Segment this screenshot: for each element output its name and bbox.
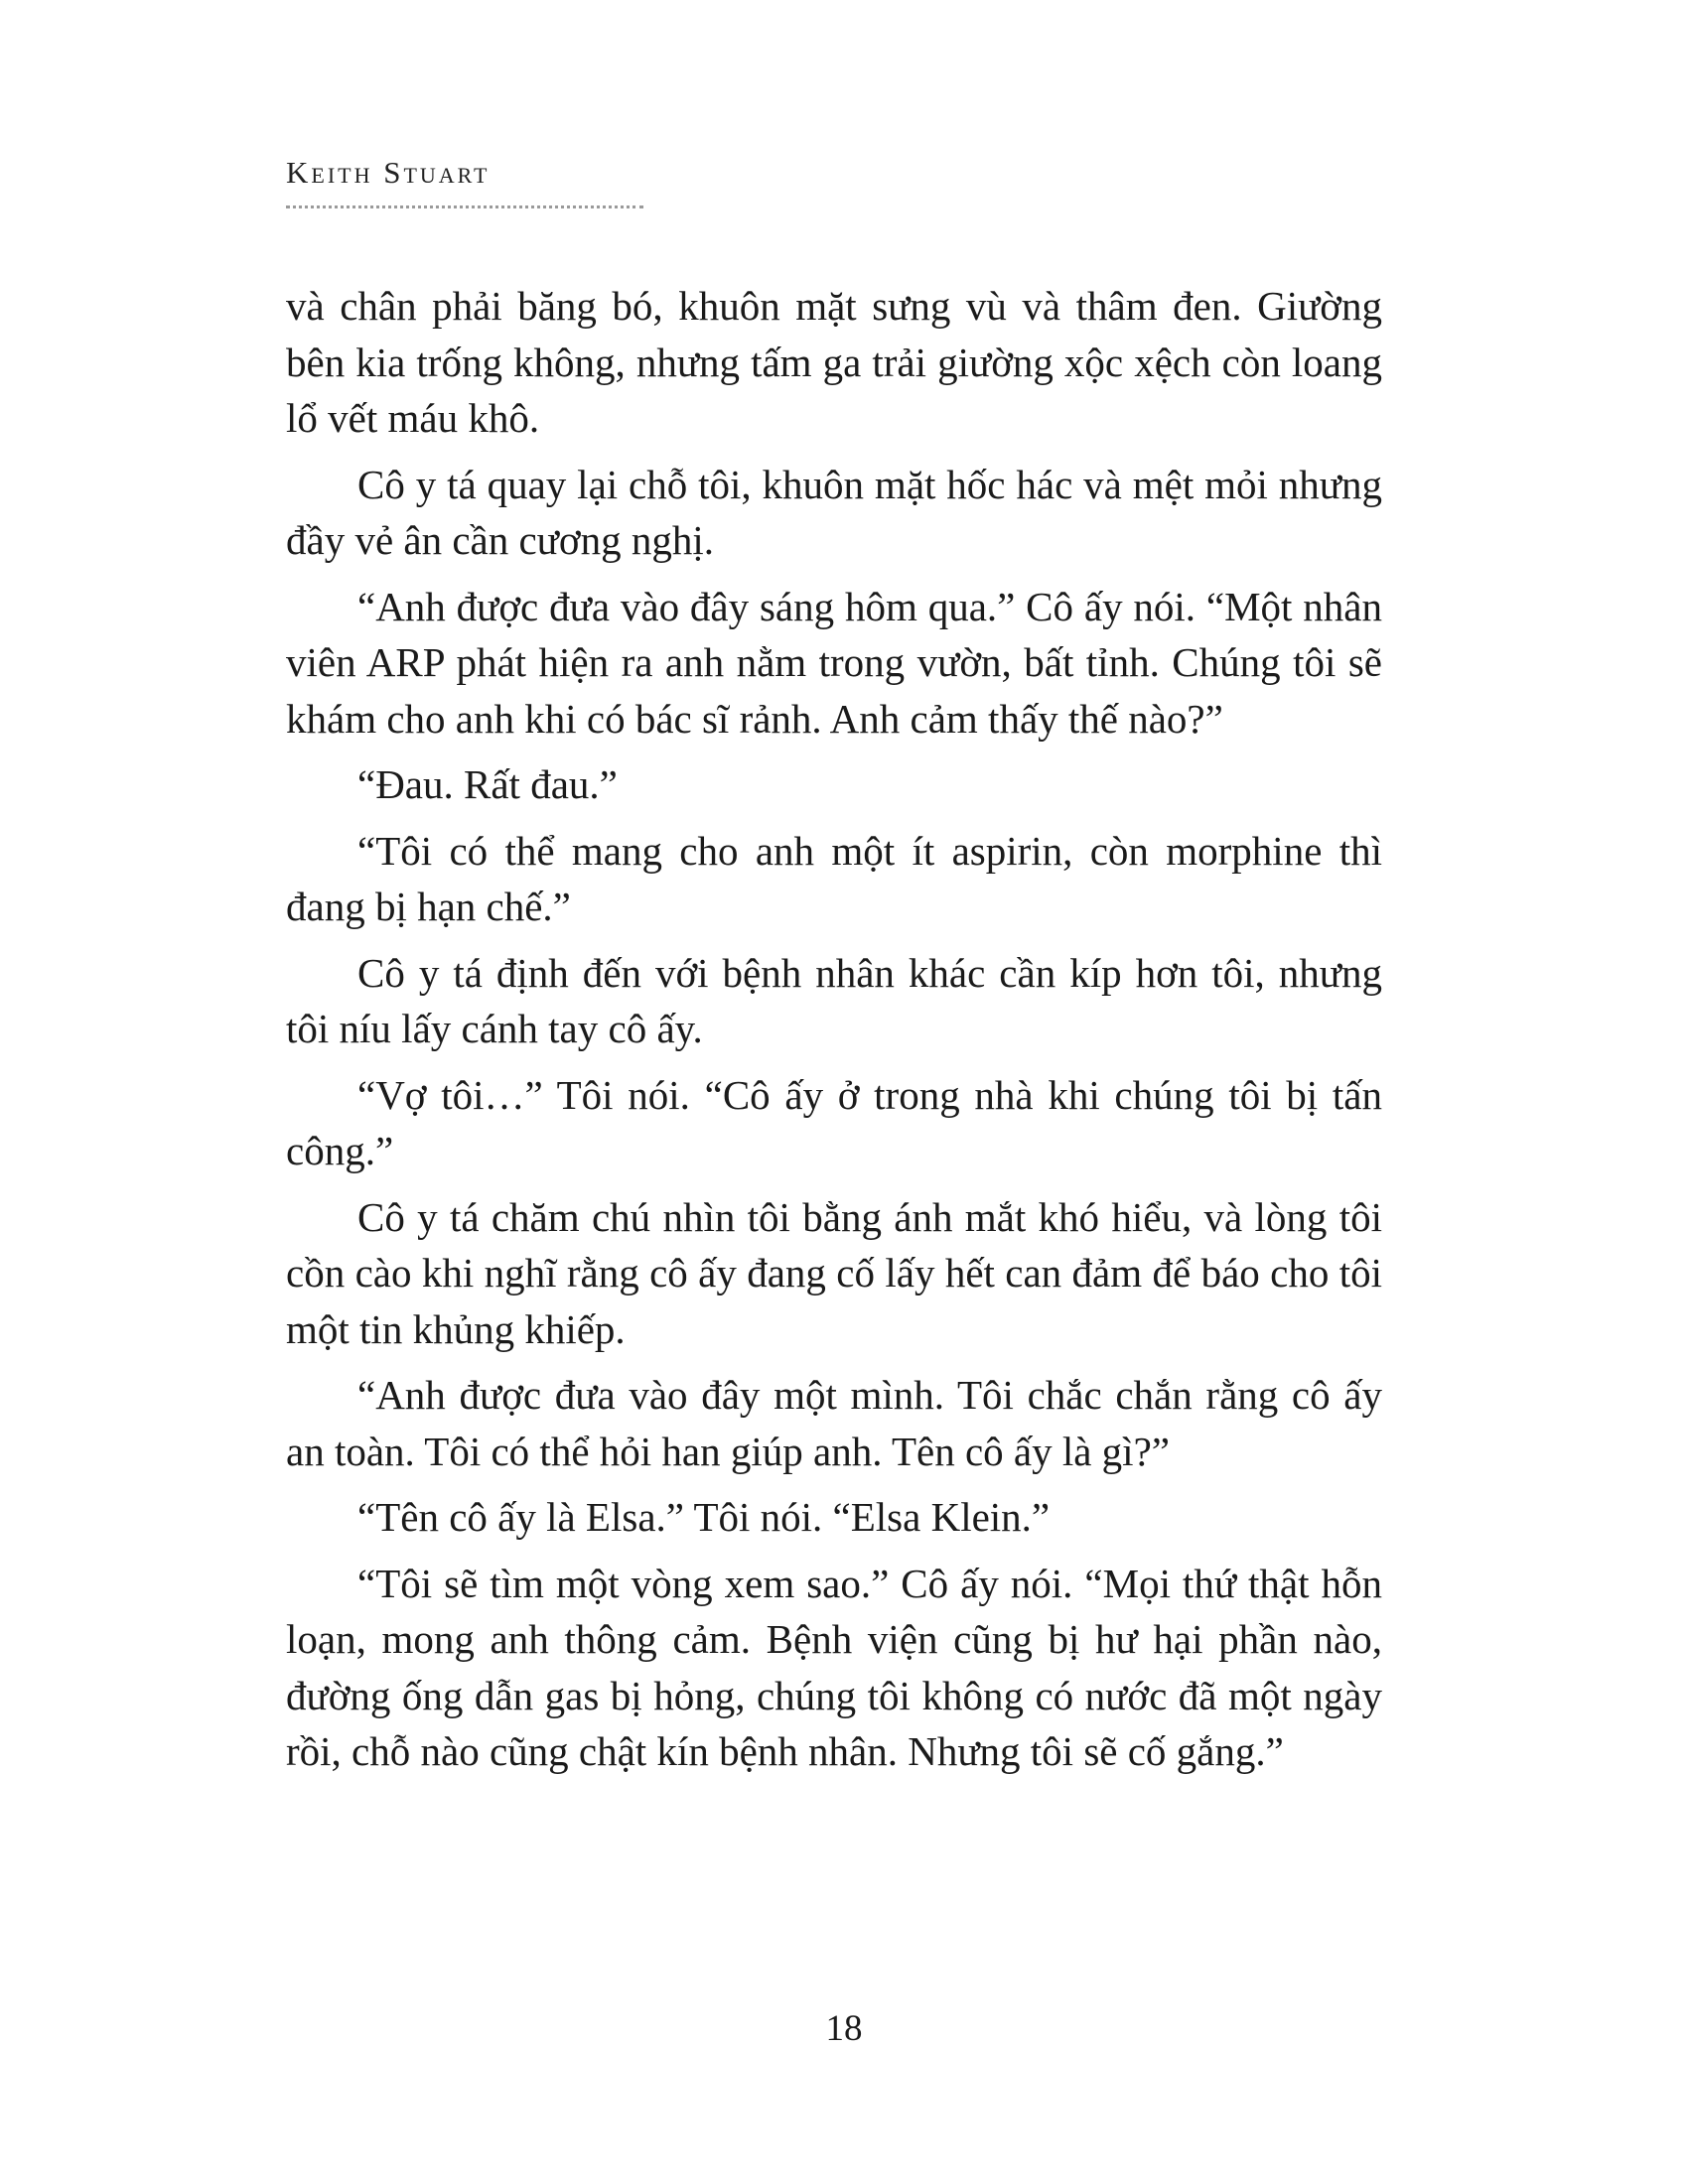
running-head	[286, 157, 643, 208]
paragraph-10: “Tên cô ấy là Elsa.” Tôi nói. “Elsa Klein.”	[357, 1494, 1051, 1540]
page-number: 18	[825, 2008, 863, 2049]
paragraph-7: “Vợ tôi…” Tôi nói. “Cô ấy ở trong nhà khi chúng tôi bị tấn công.”	[286, 1071, 1382, 1173]
paragraph-4: “Đau. Rất đau.”	[357, 761, 618, 807]
author-name: Keith Stuart	[286, 155, 491, 190]
paragraph-6: Cô y tá định đến với bệnh nhân khác cần kíp hơn tôi, nhưng tôi níu lấy cánh tay cô ấy.	[286, 949, 1382, 1051]
paragraph-3: “Anh được đưa vào đây sáng hôm qua.” Cô ấy nói. “Một nhân viên ARP phát hiện ra anh nằm trong vườn, bất tỉnh. Chúng tôi sẽ khám cho anh khi có bác sĩ rảnh. Anh cảm thấy thế nào?”	[286, 583, 1382, 742]
paragraph-1: và chân phải băng bó, khuôn mặt sưng vù và thâm đen. Giường bên kia trống không, nhưng tấm ga trải giường xộc xệch còn loang lổ vết máu khô.	[286, 283, 1382, 441]
dotted-rule	[286, 205, 643, 208]
paragraph-8: Cô y tá chăm chú nhìn tôi bằng ánh mắt khó hiểu, và lòng tôi cồn cào khi nghĩ rằng cô ấy đang cố lấy hết can đảm để báo cho tôi một tin khủng khiếp.	[286, 1193, 1382, 1352]
paragraph-9: “Anh được đưa vào đây một mình. Tôi chắc chắn rằng cô ấy an toàn. Tôi có thể hỏi han giúp anh. Tên cô ấy là gì?”	[286, 1372, 1382, 1474]
paragraph-5: “Tôi có thể mang cho anh một ít aspirin, còn morphine thì đang bị hạn chế.”	[286, 827, 1382, 929]
paragraph-11: “Tôi sẽ tìm một vòng xem sao.” Cô ấy nói. “Mọi thứ thật hỗn loạn, mong anh thông cảm. Bệnh viện cũng bị hư hại phần nào, đường ống dẫn gas bị hỏng, chúng tôi không có nước đã một ngày rồi, chỗ nào cũng chật kín bệnh nhân. Nhưng tôi sẽ cố gắng.”	[286, 1560, 1382, 1774]
paragraph-2: Cô y tá quay lại chỗ tôi, khuôn mặt hốc hác và mệt mỏi nhưng đầy vẻ ân cần cương nghị.	[286, 461, 1382, 563]
body-text	[286, 278, 1382, 1790]
